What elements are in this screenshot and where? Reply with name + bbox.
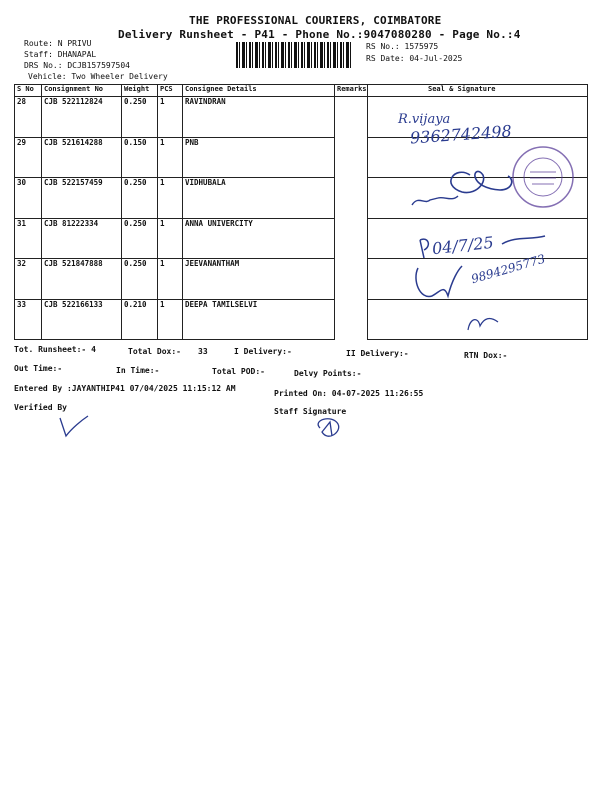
drs-number: DRS No.: DCJB157597504 <box>24 61 130 70</box>
staff-field: Staff: DHANAPAL <box>24 50 97 59</box>
total-pod: Total POD:- <box>212 367 265 376</box>
runsheet-subtitle: Delivery Runsheet - P41 - Phone No.:9047080280 - Page No.:4 <box>118 28 521 41</box>
in-time: In Time:- <box>116 366 160 375</box>
cell-consignee: RAVINDRAN <box>183 97 335 138</box>
signature-scribble-4 <box>420 236 545 258</box>
signature-scribble-5 <box>416 266 462 297</box>
cell-pcs: 1 <box>158 259 183 300</box>
ii-delivery: II Delivery:- <box>346 349 409 358</box>
cell-weight: 0.210 <box>122 299 158 340</box>
cell-consignment: CJB 522112824 <box>42 97 122 138</box>
signature-scribble-6 <box>468 319 498 330</box>
signature-date-4: 04/7/25 <box>431 232 495 259</box>
header-remarks: Remarks <box>335 85 368 97</box>
tot-runsheet: Tot. Runsheet:- 4 <box>14 345 96 354</box>
header-sno: S No <box>15 85 42 97</box>
verified-by-mark <box>60 416 88 436</box>
cell-sno: 30 <box>15 178 42 219</box>
cell-weight: 0.250 <box>122 178 158 219</box>
cell-weight: 0.250 <box>122 218 158 259</box>
cell-weight: 0.150 <box>122 137 158 178</box>
cell-consignment: CJB 81222334 <box>42 218 122 259</box>
cell-consignment: CJB 521847888 <box>42 259 122 300</box>
cell-consignment: CJB 522157459 <box>42 178 122 219</box>
signature-phone-5: 9894295773 <box>469 251 547 287</box>
rs-number: RS No.: 1575975 <box>366 42 439 51</box>
out-time: Out Time:- <box>14 364 63 373</box>
signature-scribble-3 <box>451 171 512 192</box>
staff-signature-mark <box>318 419 339 436</box>
entered-by: Entered By :JAYANTHIP41 07/04/2025 11:15:12 AM <box>14 384 236 393</box>
header-seal-signature-label: Seal & Signature <box>428 85 496 93</box>
i-delivery: I Delivery:- <box>234 347 292 356</box>
cell-weight: 0.250 <box>122 259 158 300</box>
staff-signature-label: Staff Signature <box>274 407 347 416</box>
cell-pcs: 1 <box>158 137 183 178</box>
header-consignment: Consignment No <box>42 85 122 97</box>
cell-consignee: JEEVANANTHAM <box>183 259 335 300</box>
delvy-points: Delvy Points:- <box>294 369 362 378</box>
cell-consignment: CJB 521614288 <box>42 137 122 178</box>
total-dox-label: Total Dox:- <box>128 347 181 356</box>
cell-consignee: PNB <box>183 137 335 178</box>
cell-consignee: VIDHUBALA <box>183 178 335 219</box>
seal-stamp <box>513 147 573 207</box>
total-dox-value: 33 <box>198 347 208 356</box>
cell-weight: 0.250 <box>122 97 158 138</box>
cell-pcs: 1 <box>158 178 183 219</box>
route-field: Route: N PRIVU <box>24 39 92 48</box>
header-consignee: Consignee Details <box>183 85 335 97</box>
vehicle-field: Vehicle: Two Wheeler Delivery <box>28 72 168 81</box>
cell-pcs: 1 <box>158 97 183 138</box>
rs-date: RS Date: 04-Jul-2025 <box>366 54 463 63</box>
header-pcs: PCS <box>158 85 183 97</box>
cell-sno: 32 <box>15 259 42 300</box>
signature-initial-3 <box>412 196 458 205</box>
signature-name-1: R.vijaya <box>398 112 451 127</box>
cell-sno: 28 <box>15 97 42 138</box>
header-weight: Weight <box>122 85 158 97</box>
printed-on: Printed On: 04-07-2025 11:26:55 <box>274 389 424 398</box>
cell-pcs: 1 <box>158 218 183 259</box>
signature-phone-1: 9362742498 <box>409 121 513 148</box>
cell-sno: 31 <box>15 218 42 259</box>
rtn-dox: RTN Dox:- <box>464 351 508 360</box>
cell-sno: 33 <box>15 299 42 340</box>
cell-consignee: DEEPA TAMILSELVI <box>183 299 335 340</box>
document-title: THE PROFESSIONAL COURIERS, COIMBATORE <box>189 14 442 27</box>
cell-sno: 29 <box>15 137 42 178</box>
cell-consignment: CJB 522166133 <box>42 299 122 340</box>
cell-pcs: 1 <box>158 299 183 340</box>
cell-consignee: ANNA UNIVERCITY <box>183 218 335 259</box>
verified-by-label: Verified By <box>14 403 67 412</box>
